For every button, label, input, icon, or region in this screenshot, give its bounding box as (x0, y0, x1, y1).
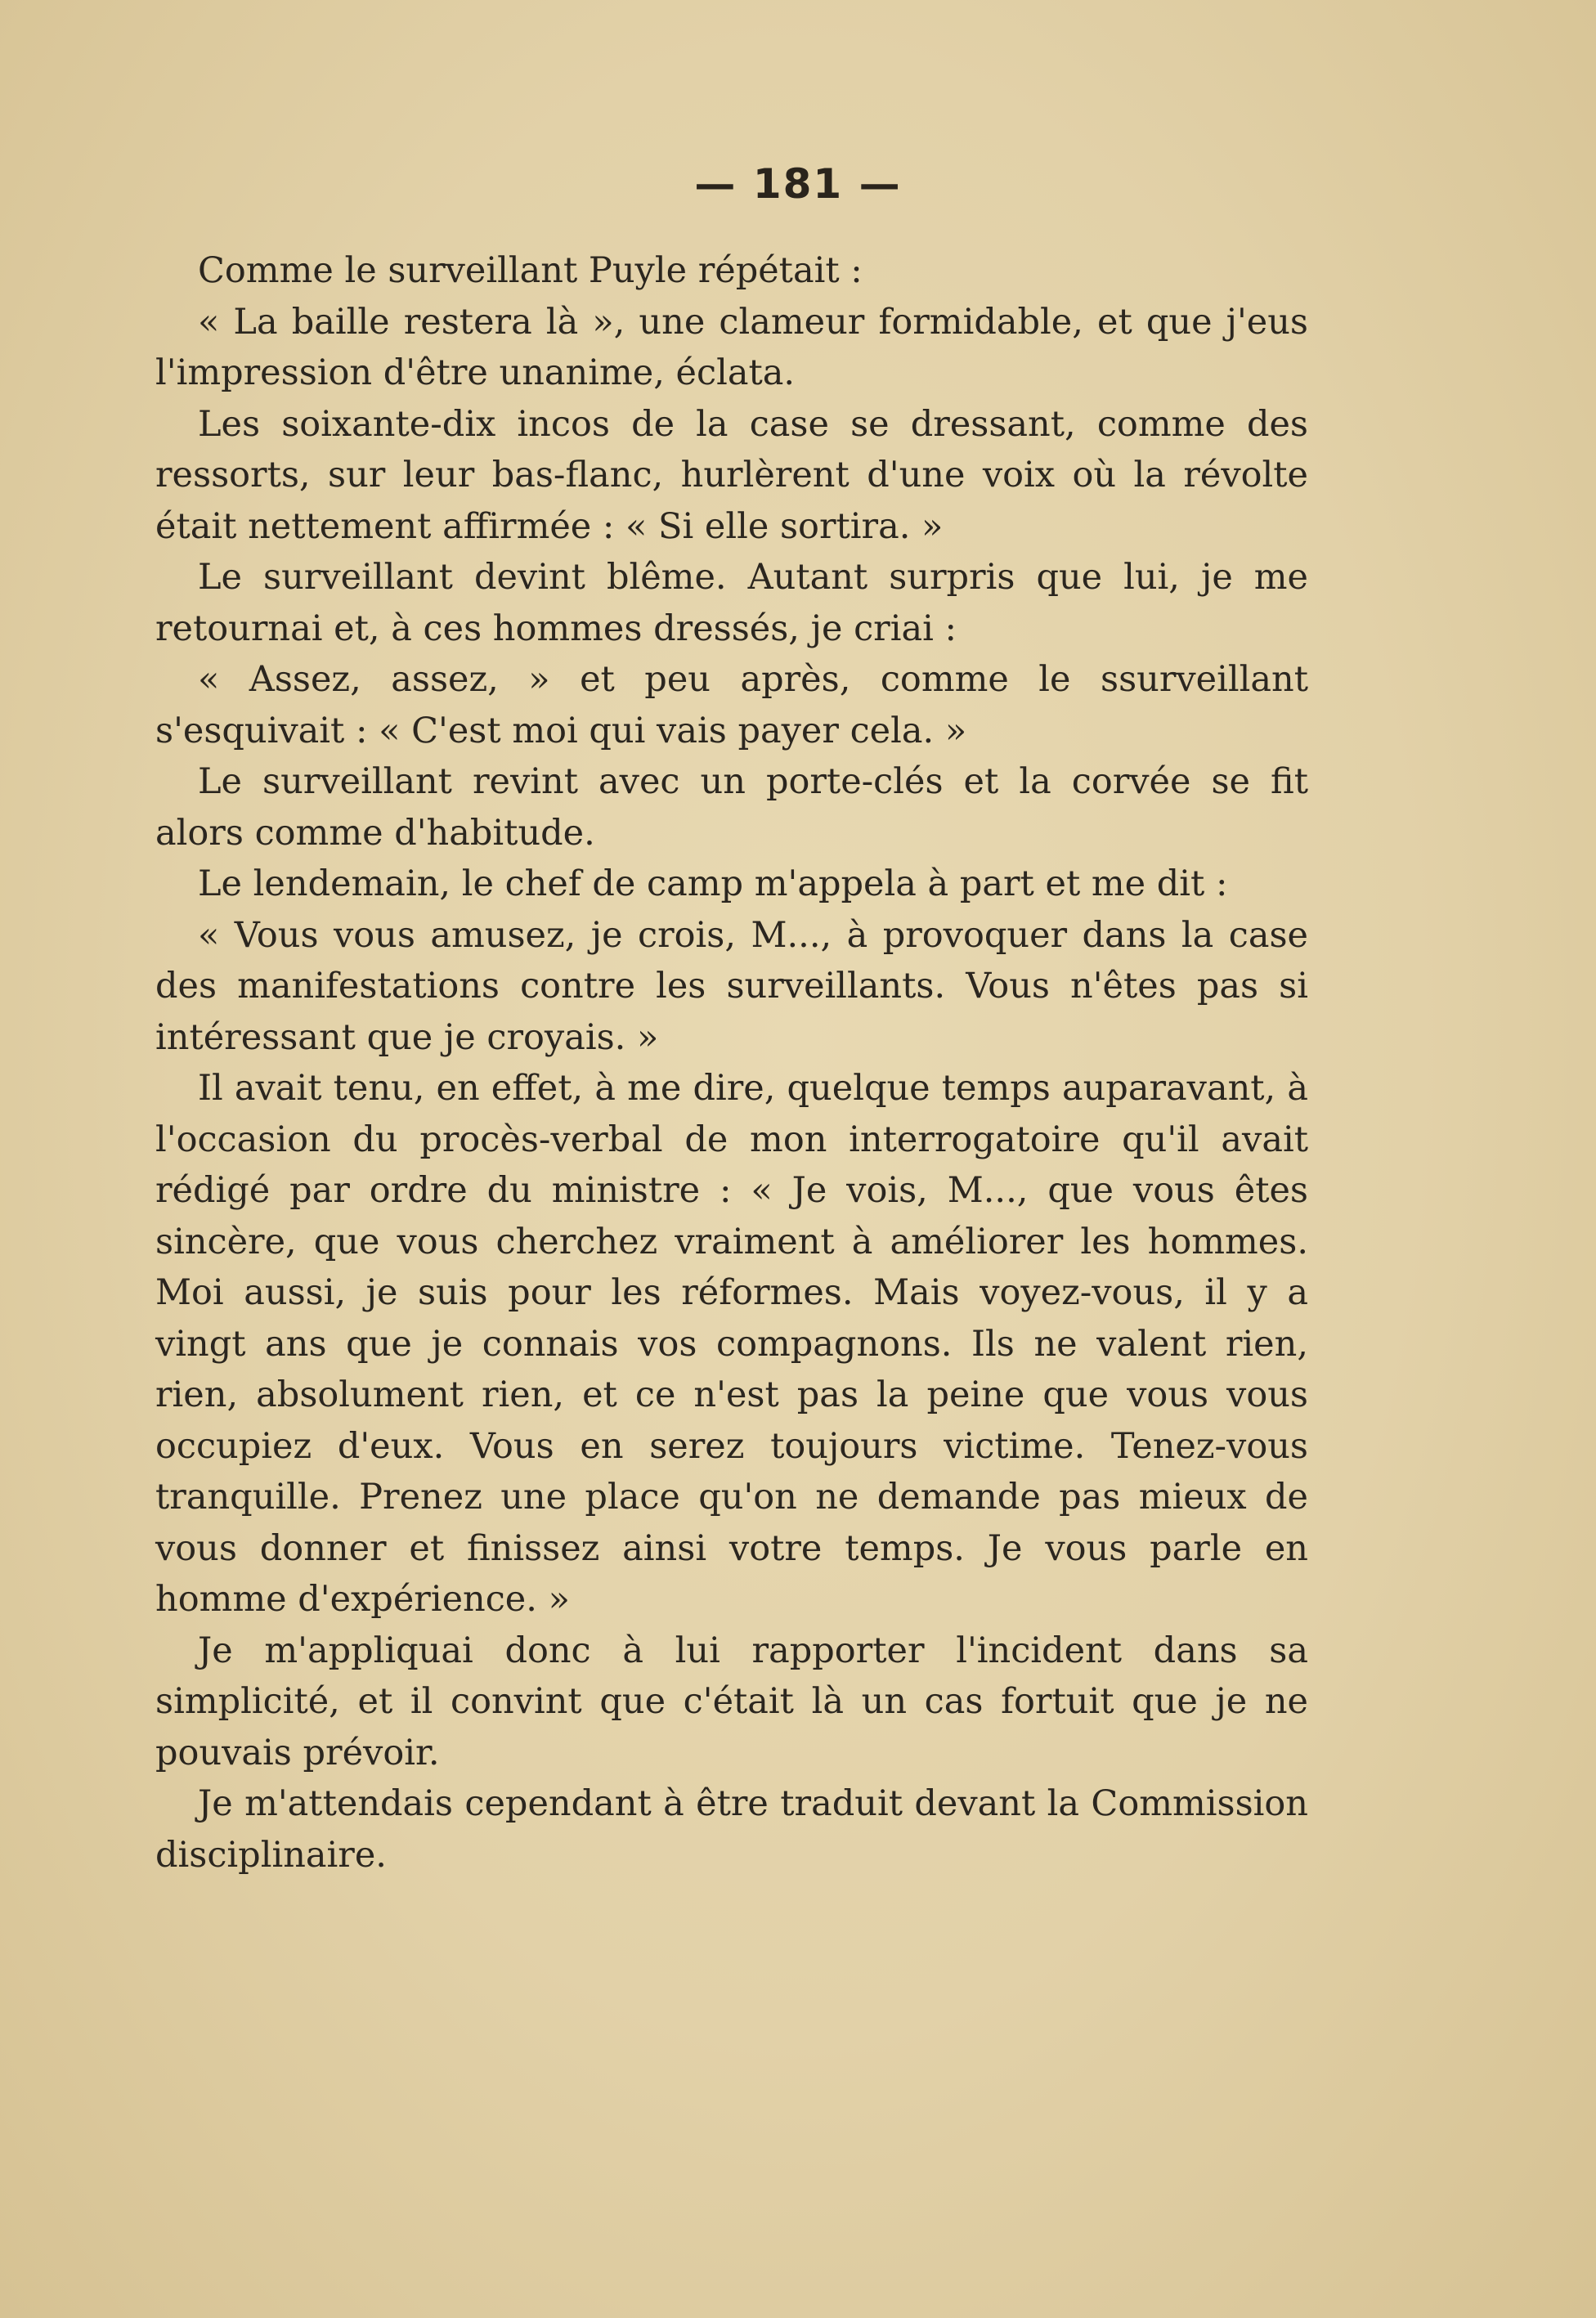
paragraph: Le lendemain, le chef de camp m'appela à part et me dit : (198, 863, 1228, 904)
paragraph: « Assez, assez, » et peu après, comme le ssurveillant s'esquivait : « C'est moi qui vais payer cela. » (155, 659, 1308, 751)
paragraph: « La baille restera là », une clameur formidable, et que j'eus l'impression d'être unanime, éclata. (155, 301, 1308, 393)
paragraph: Le surveillant revint avec un porte-clés et la corvée se fit alors comme d'habitude. (155, 761, 1308, 854)
paragraph: Comme le surveillant Puyle répétait : (198, 250, 863, 291)
page-number: — 181 — (694, 160, 902, 208)
paragraph: « Vous vous amusez, je crois, M..., à provoquer dans la case des manifestations contre les surveillants. Vous n'êtes pas si intéressant que je croyais. » (155, 914, 1308, 1058)
paragraph: Les soixante-dix incos de la case se dressant, comme des ressorts, sur leur bas-flanc, hurlèrent d'une voix où la révolte était nettement affirmée : « Si elle sortira. » (155, 403, 1308, 547)
paragraph: Il avait tenu, en effet, à me dire, quelque temps auparavant, à l'occasion du procès-verbal de mon interrogatoire qu'il avait rédigé par ordre du ministre : « Je vois, M..., que vous êtes sincère, que vous cherchez vraiment à améliorer les hommes. Moi aussi, je suis pour les réformes. Mais voyez-vous, il y a vingt ans que je connais vos compagnons. Ils ne valent rien, rien, absolument rien, et ce n'est pas la peine que vous vous occupiez d'eux. Vous en serez toujours victime. Tenez-vous tranquille. Prenez une place qu'on ne demande pas mieux de vous donner et finissez ainsi votre temps. Je vous parle en homme d'expérience. » (155, 1068, 1308, 1620)
paragraph: Je m'attendais cependant à être traduit devant la Commission disciplinaire. (155, 1783, 1308, 1876)
paragraph: Le surveillant devint blême. Autant surpris que lui, je me retournai et, à ces hommes dressés, je criai : (155, 557, 1308, 649)
paragraph: Je m'appliquai donc à lui rapporter l'incident dans sa simplicité, et il convint que c'était là un cas fortuit que je ne pouvais prévoir. (155, 1630, 1308, 1773)
body-text (155, 245, 1308, 1881)
